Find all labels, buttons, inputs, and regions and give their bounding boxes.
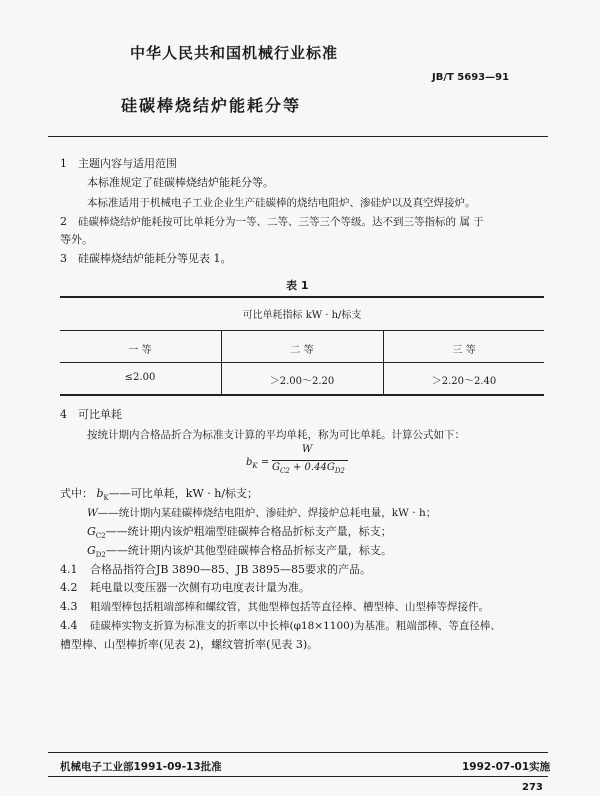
effective-date: 1992-07-01实施 [462, 761, 551, 773]
footer-top-rule [48, 752, 548, 753]
section-4-1-text: 合格品指符合JB 3890—85、JB 3895—85要求的产品。 [90, 563, 371, 576]
formula-numerator: W [302, 444, 313, 455]
table-col-grade-1: 一 等 [128, 345, 152, 356]
section-4-3-text: 粗端型棒包括粗端部棒和螺纹管，其他型棒包括等直径棒、槽型棒、山型棒等焊接件。 [90, 601, 489, 613]
formula-den-sub-1: C2 [280, 467, 290, 475]
formula-equals: = [260, 457, 270, 468]
table-value-grade-1: ≤2.00 [124, 372, 156, 383]
formula-lhs-sub: K [252, 462, 258, 470]
section-4-title: 可比单耗 [78, 408, 122, 421]
def-4-sub: D2 [95, 551, 106, 560]
page-title: 硅碳棒烧结炉能耗分等 [121, 96, 302, 115]
table-top-rule [60, 296, 544, 298]
def-1-symbol: b [96, 487, 104, 500]
formula-fraction-bar [272, 460, 348, 461]
table-header-rule [60, 330, 544, 331]
formula-den-sub-2: D2 [334, 467, 345, 475]
formula-den-g1: G [272, 462, 280, 473]
section-4-2-number: 4.2 [60, 581, 78, 594]
section-1-number: 1 [60, 157, 67, 170]
section-4-4-line-2: 槽型棒、山型棒折率(见表 2)，螺纹管折率(见表 3)。 [60, 638, 319, 651]
def-1-text: ——可比单耗，kW · h/标支； [108, 487, 259, 500]
section-1-para-2: 本标准适用于机械电子工业企业生产硅碳棒的烧结电阻炉、渗硅炉以及真空焊接炉。 [87, 197, 476, 209]
def-3-text: ——统计期内该炉粗端型硅碳棒合格品折标支产量，标支； [105, 525, 392, 538]
section-4-para: 按统计期内合格品折合为标准支计算的平均单耗，称为可比单耗。计算公式如下： [87, 429, 465, 441]
where-label: 式中： [60, 487, 93, 500]
section-3-text: 硅碳棒烧结炉能耗分等见表 1。 [78, 252, 232, 265]
page-number: 273 [522, 782, 543, 793]
def-1-sub: K [103, 494, 109, 503]
footer-bottom-rule [48, 776, 548, 777]
standard-code: JB/T 5693—91 [432, 72, 510, 83]
table-col-grade-3: 三 等 [452, 345, 476, 356]
section-4-2-text: 耗电量以变压器一次侧有功电度表计量为准。 [90, 581, 310, 594]
def-4-symbol: G [87, 544, 96, 557]
section-4-3-number: 4.3 [60, 600, 78, 613]
def-2-symbol: W [87, 507, 98, 519]
section-4-number: 4 [60, 408, 67, 421]
section-1-para-1: 本标准规定了硅碳棒烧结炉能耗分等。 [87, 176, 274, 189]
table-header: 可比单耗指标 kW · h/标支 [242, 310, 362, 321]
def-2-text: ——统计期内某硅碳棒烧结电阻炉、渗硅炉、焊接炉总耗电量，kW · h； [97, 507, 437, 519]
table-bottom-rule [60, 394, 544, 396]
table-row-rule [60, 362, 544, 363]
table-col-grade-2: 二 等 [290, 345, 314, 356]
formula-lhs: b [246, 457, 253, 468]
section-2-line-1: 硅碳棒烧结炉能耗按可比单耗分为一等、二等、三等三个等级。达不到三等指标的 属 于 [78, 216, 484, 228]
def-3-sub: C2 [95, 532, 106, 541]
formula-den-mid: + 0.44G [289, 462, 335, 473]
table-col-divider-1 [221, 330, 222, 394]
section-4-4-line-1: 硅碳棒实物支折算为标准支的折率以中长棒(φ18×1100)为基准。粗端部棒、等直径棒、 [90, 620, 501, 632]
table-value-grade-3: ＞2.20～2.40 [431, 376, 497, 387]
def-4-text: ——统计期内该炉其他型硅碳棒合格品折标支产量，标支。 [105, 544, 392, 557]
section-4-1-number: 4.1 [60, 563, 78, 576]
section-2-line-2: 等外。 [60, 233, 93, 246]
org-name: 中华人民共和国机械行业标准 [130, 44, 339, 62]
section-2-number: 2 [60, 215, 67, 228]
section-1-title: 主题内容与适用范围 [78, 157, 177, 170]
header-divider [48, 136, 548, 137]
def-3-symbol: G [87, 525, 96, 538]
table-caption: 表 1 [286, 279, 309, 292]
section-4-4-number: 4.4 [60, 619, 78, 632]
section-3-number: 3 [60, 252, 67, 265]
approval-date: 机械电子工业部1991-09-13批准 [60, 761, 222, 773]
table-col-divider-2 [383, 330, 384, 394]
table-value-grade-2: ＞2.00～2.20 [269, 376, 335, 387]
